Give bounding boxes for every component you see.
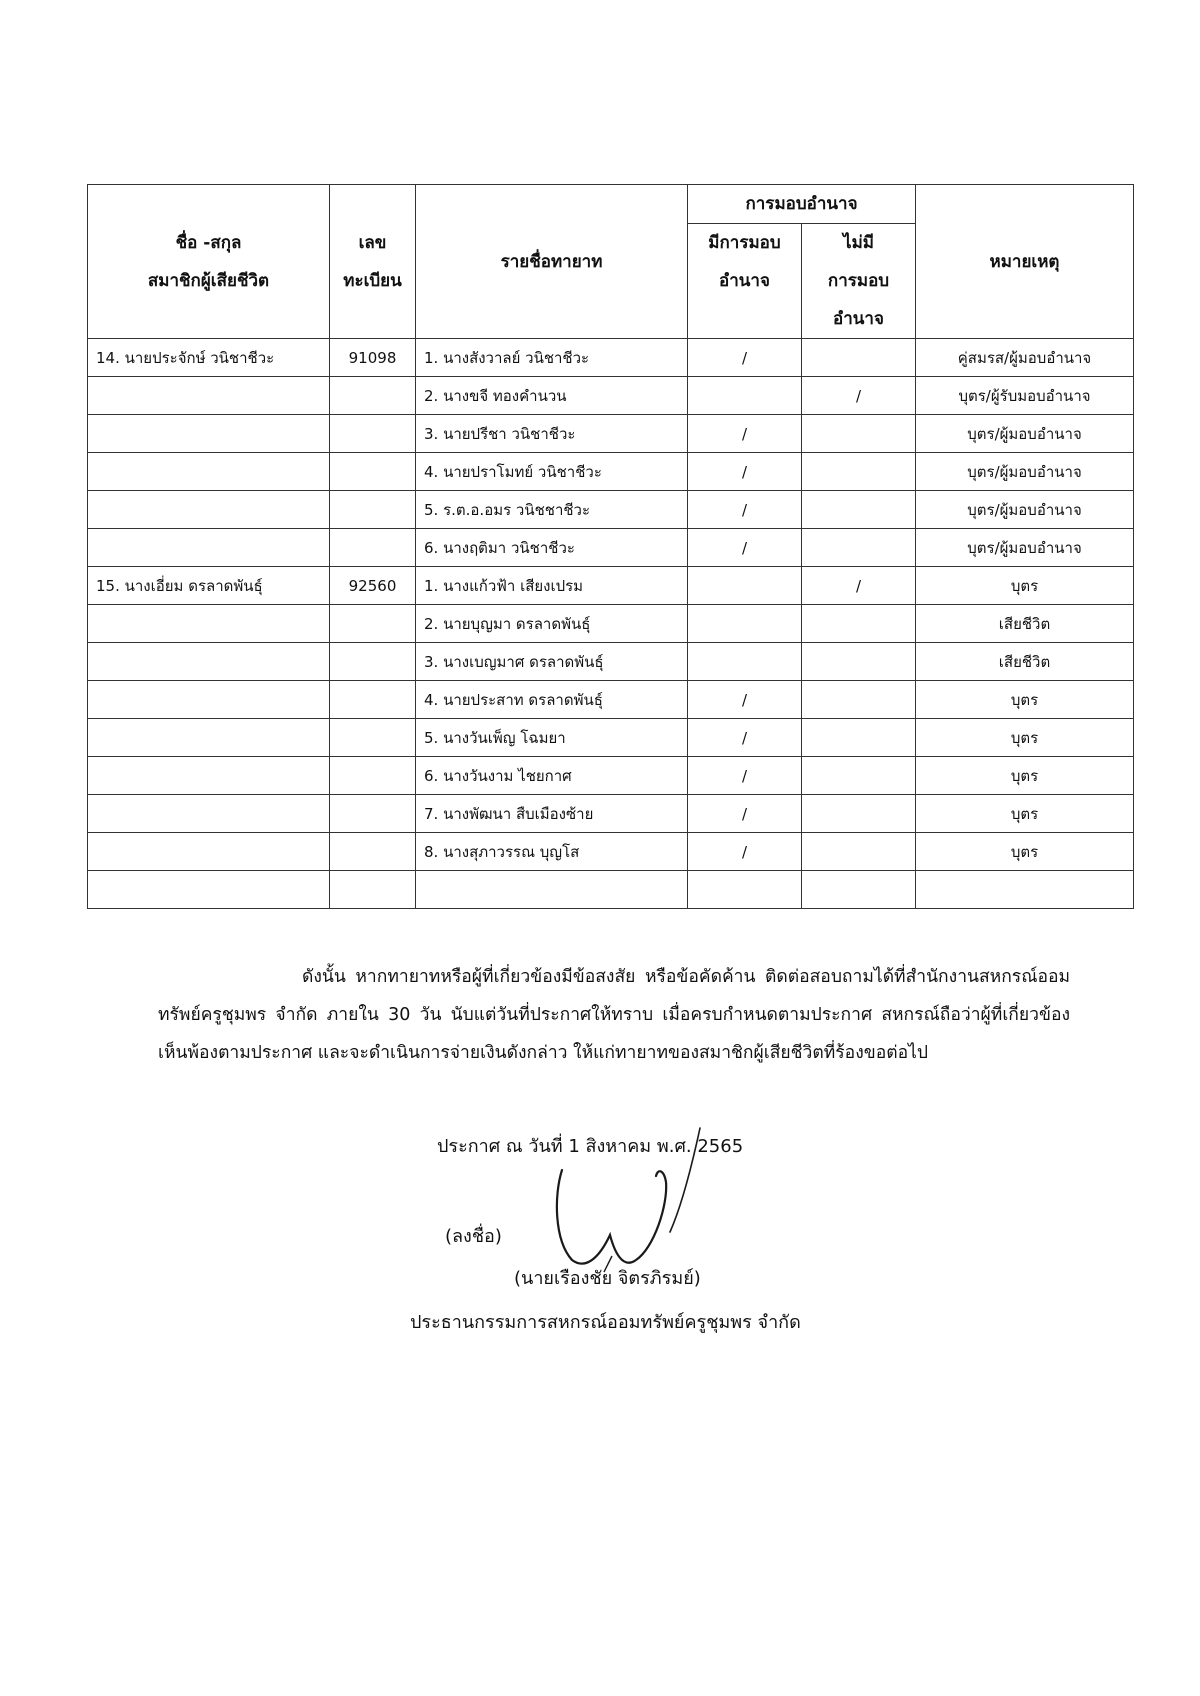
heir-cell: 2. นางขจี ทองคำนวน (416, 377, 688, 415)
table-row (88, 339, 1134, 377)
registration-cell (330, 719, 416, 757)
registration-cell (330, 681, 416, 719)
not-authorized-mark (802, 719, 916, 757)
note-cell: เสียชีวิต (916, 605, 1134, 643)
heir-cell: 4. นายปราโมทย์ วนิชาชีวะ (416, 453, 688, 491)
registration-cell (330, 605, 416, 643)
member-cell (88, 491, 330, 529)
header-not-authorized: ไม่มี การมอบ อำนาจ (802, 224, 916, 339)
heir-cell: 1. นางสังวาลย์ วนิชาชีวะ (416, 339, 688, 377)
authorized-mark (688, 605, 802, 643)
authorized-mark: / (688, 757, 802, 795)
table-row (88, 833, 1134, 871)
table-row (88, 377, 1134, 415)
heir-cell: 6. นางฤติมา วนิชาชีวะ (416, 529, 688, 567)
authorized-mark (688, 377, 802, 415)
not-authorized-mark (802, 453, 916, 491)
authorized-mark: / (688, 795, 802, 833)
header-member: ชื่อ -สกุล สมาชิกผู้เสียชีวิต (88, 185, 330, 339)
authorized-mark: / (688, 833, 802, 871)
member-cell (88, 795, 330, 833)
authorized-mark: / (688, 719, 802, 757)
body-text: ดังนั้น หากทายาทหรือผู้ที่เกี่ยวข้องมีข้อสงสัย หรือข้อคัดค้าน ติดต่อสอบถามได้ที่สำนักงานสหกรณ์ออมทรัพย์ครูชุมพร จำกัด ภายใน 30 วัน นับแต่วันที่ประกาศให้ทราบ เมื่อครบกำหนดตามประกาศ สหกรณ์ถือว่าผู้ที่เกี่ยวข้องเห็นพ้องตามประกาศ และจะดำเนินการจ่ายเงินดังกล่าว ให้แก่ทายาทของสมาชิกผู้เสียชีวิตที่ร้องขอต่อไป (158, 967, 1070, 1063)
member-cell (88, 757, 330, 795)
not-authorized-mark (802, 757, 916, 795)
not-authorized-mark (802, 339, 916, 377)
registration-cell (330, 529, 416, 567)
authorized-mark (688, 643, 802, 681)
not-authorized-mark (802, 681, 916, 719)
note-cell: บุตร (916, 681, 1134, 719)
header-note: หมายเหตุ (916, 185, 1134, 339)
heir-cell (416, 871, 688, 909)
registration-cell (330, 453, 416, 491)
table-row (88, 795, 1134, 833)
table-row (88, 529, 1134, 567)
authorized-mark (688, 567, 802, 605)
authorized-mark: / (688, 453, 802, 491)
header-registration: เลข ทะเบียน (330, 185, 416, 339)
table-body (88, 339, 1134, 909)
heir-cell: 3. นายปรีชา วนิชาชีวะ (416, 415, 688, 453)
signature-image (550, 1110, 730, 1275)
heir-cell: 7. นางพัฒนา สืบเมืองซ้าย (416, 795, 688, 833)
not-authorized-mark (802, 605, 916, 643)
authorized-mark: / (688, 491, 802, 529)
note-cell: บุตร (916, 795, 1134, 833)
authorized-mark: / (688, 681, 802, 719)
member-cell (88, 871, 330, 909)
member-cell (88, 605, 330, 643)
member-cell: 15. นางเอี่ยม ดรลาดพันธุ์ (88, 567, 330, 605)
heir-cell: 1. นางแก้วฟ้า เสียงเปรม (416, 567, 688, 605)
table-header (88, 185, 1134, 339)
registration-cell (330, 833, 416, 871)
announcement-date: ประกาศ ณ วันที่ 1 สิงหาคม พ.ศ. 2565 (437, 1136, 744, 1157)
member-cell (88, 453, 330, 491)
table-row (88, 415, 1134, 453)
member-cell (88, 681, 330, 719)
table-row (88, 681, 1134, 719)
authorized-mark (688, 871, 802, 909)
not-authorized-mark (802, 529, 916, 567)
note-cell (916, 871, 1134, 909)
body-paragraph (158, 958, 1070, 1072)
registration-cell (330, 377, 416, 415)
header-authority-group: การมอบอำนาจ (688, 185, 916, 224)
registration-cell (330, 491, 416, 529)
note-cell: บุตร (916, 719, 1134, 757)
registration-cell (330, 757, 416, 795)
heirs-table (87, 184, 1134, 909)
member-cell (88, 833, 330, 871)
heir-cell: 5. นางวันเพ็ญ โฉมยา (416, 719, 688, 757)
registration-cell (330, 643, 416, 681)
table-row (88, 453, 1134, 491)
table-row (88, 871, 1134, 909)
table-row (88, 757, 1134, 795)
table-row (88, 605, 1134, 643)
note-cell: คู่สมรส/ผู้มอบอำนาจ (916, 339, 1134, 377)
member-cell: 14. นายประจักษ์ วนิชาชีวะ (88, 339, 330, 377)
registration-cell (330, 871, 416, 909)
member-cell (88, 529, 330, 567)
note-cell: บุตร (916, 757, 1134, 795)
member-cell (88, 643, 330, 681)
header-heirs: รายชื่อทายาท (416, 185, 688, 339)
table-row (88, 719, 1134, 757)
table-row (88, 491, 1134, 529)
not-authorized-mark (802, 871, 916, 909)
note-cell: บุตร (916, 833, 1134, 871)
authorized-mark: / (688, 415, 802, 453)
sign-label: (ลงชื่อ) (445, 1226, 502, 1247)
not-authorized-mark (802, 795, 916, 833)
note-cell: บุตร/ผู้มอบอำนาจ (916, 529, 1134, 567)
signer-title: ประธานกรรมการสหกรณ์ออมทรัพย์ครูชุมพร จำกัด (410, 1312, 801, 1333)
note-cell: บุตร/ผู้รับมอบอำนาจ (916, 377, 1134, 415)
not-authorized-mark (802, 491, 916, 529)
note-cell: บุตร (916, 567, 1134, 605)
registration-cell (330, 795, 416, 833)
registration-cell: 91098 (330, 339, 416, 377)
note-cell: บุตร/ผู้มอบอำนาจ (916, 491, 1134, 529)
signer-name: (นายเรืองชัย จิตรภิรมย์) (514, 1268, 701, 1289)
heir-cell: 8. นางสุภาวรรณ บุญโส (416, 833, 688, 871)
not-authorized-mark (802, 415, 916, 453)
authorized-mark: / (688, 529, 802, 567)
member-cell (88, 377, 330, 415)
not-authorized-mark (802, 833, 916, 871)
heir-cell: 4. นายประสาท ดรลาดพันธุ์ (416, 681, 688, 719)
note-cell: เสียชีวิต (916, 643, 1134, 681)
member-cell (88, 415, 330, 453)
note-cell: บุตร/ผู้มอบอำนาจ (916, 415, 1134, 453)
heir-cell: 2. นายบุญมา ดรลาดพันธุ์ (416, 605, 688, 643)
table-row (88, 643, 1134, 681)
heir-cell: 3. นางเบญมาศ ดรลาดพันธุ์ (416, 643, 688, 681)
table-row (88, 567, 1134, 605)
heir-cell: 6. นางวันงาม ไชยกาศ (416, 757, 688, 795)
header-authorized: มีการมอบ อำนาจ (688, 224, 802, 339)
member-cell (88, 719, 330, 757)
authorized-mark: / (688, 339, 802, 377)
not-authorized-mark (802, 643, 916, 681)
registration-cell: 92560 (330, 567, 416, 605)
not-authorized-mark: / (802, 377, 916, 415)
not-authorized-mark: / (802, 567, 916, 605)
note-cell: บุตร/ผู้มอบอำนาจ (916, 453, 1134, 491)
registration-cell (330, 415, 416, 453)
heir-cell: 5. ร.ต.อ.อมร วนิชชาชีวะ (416, 491, 688, 529)
